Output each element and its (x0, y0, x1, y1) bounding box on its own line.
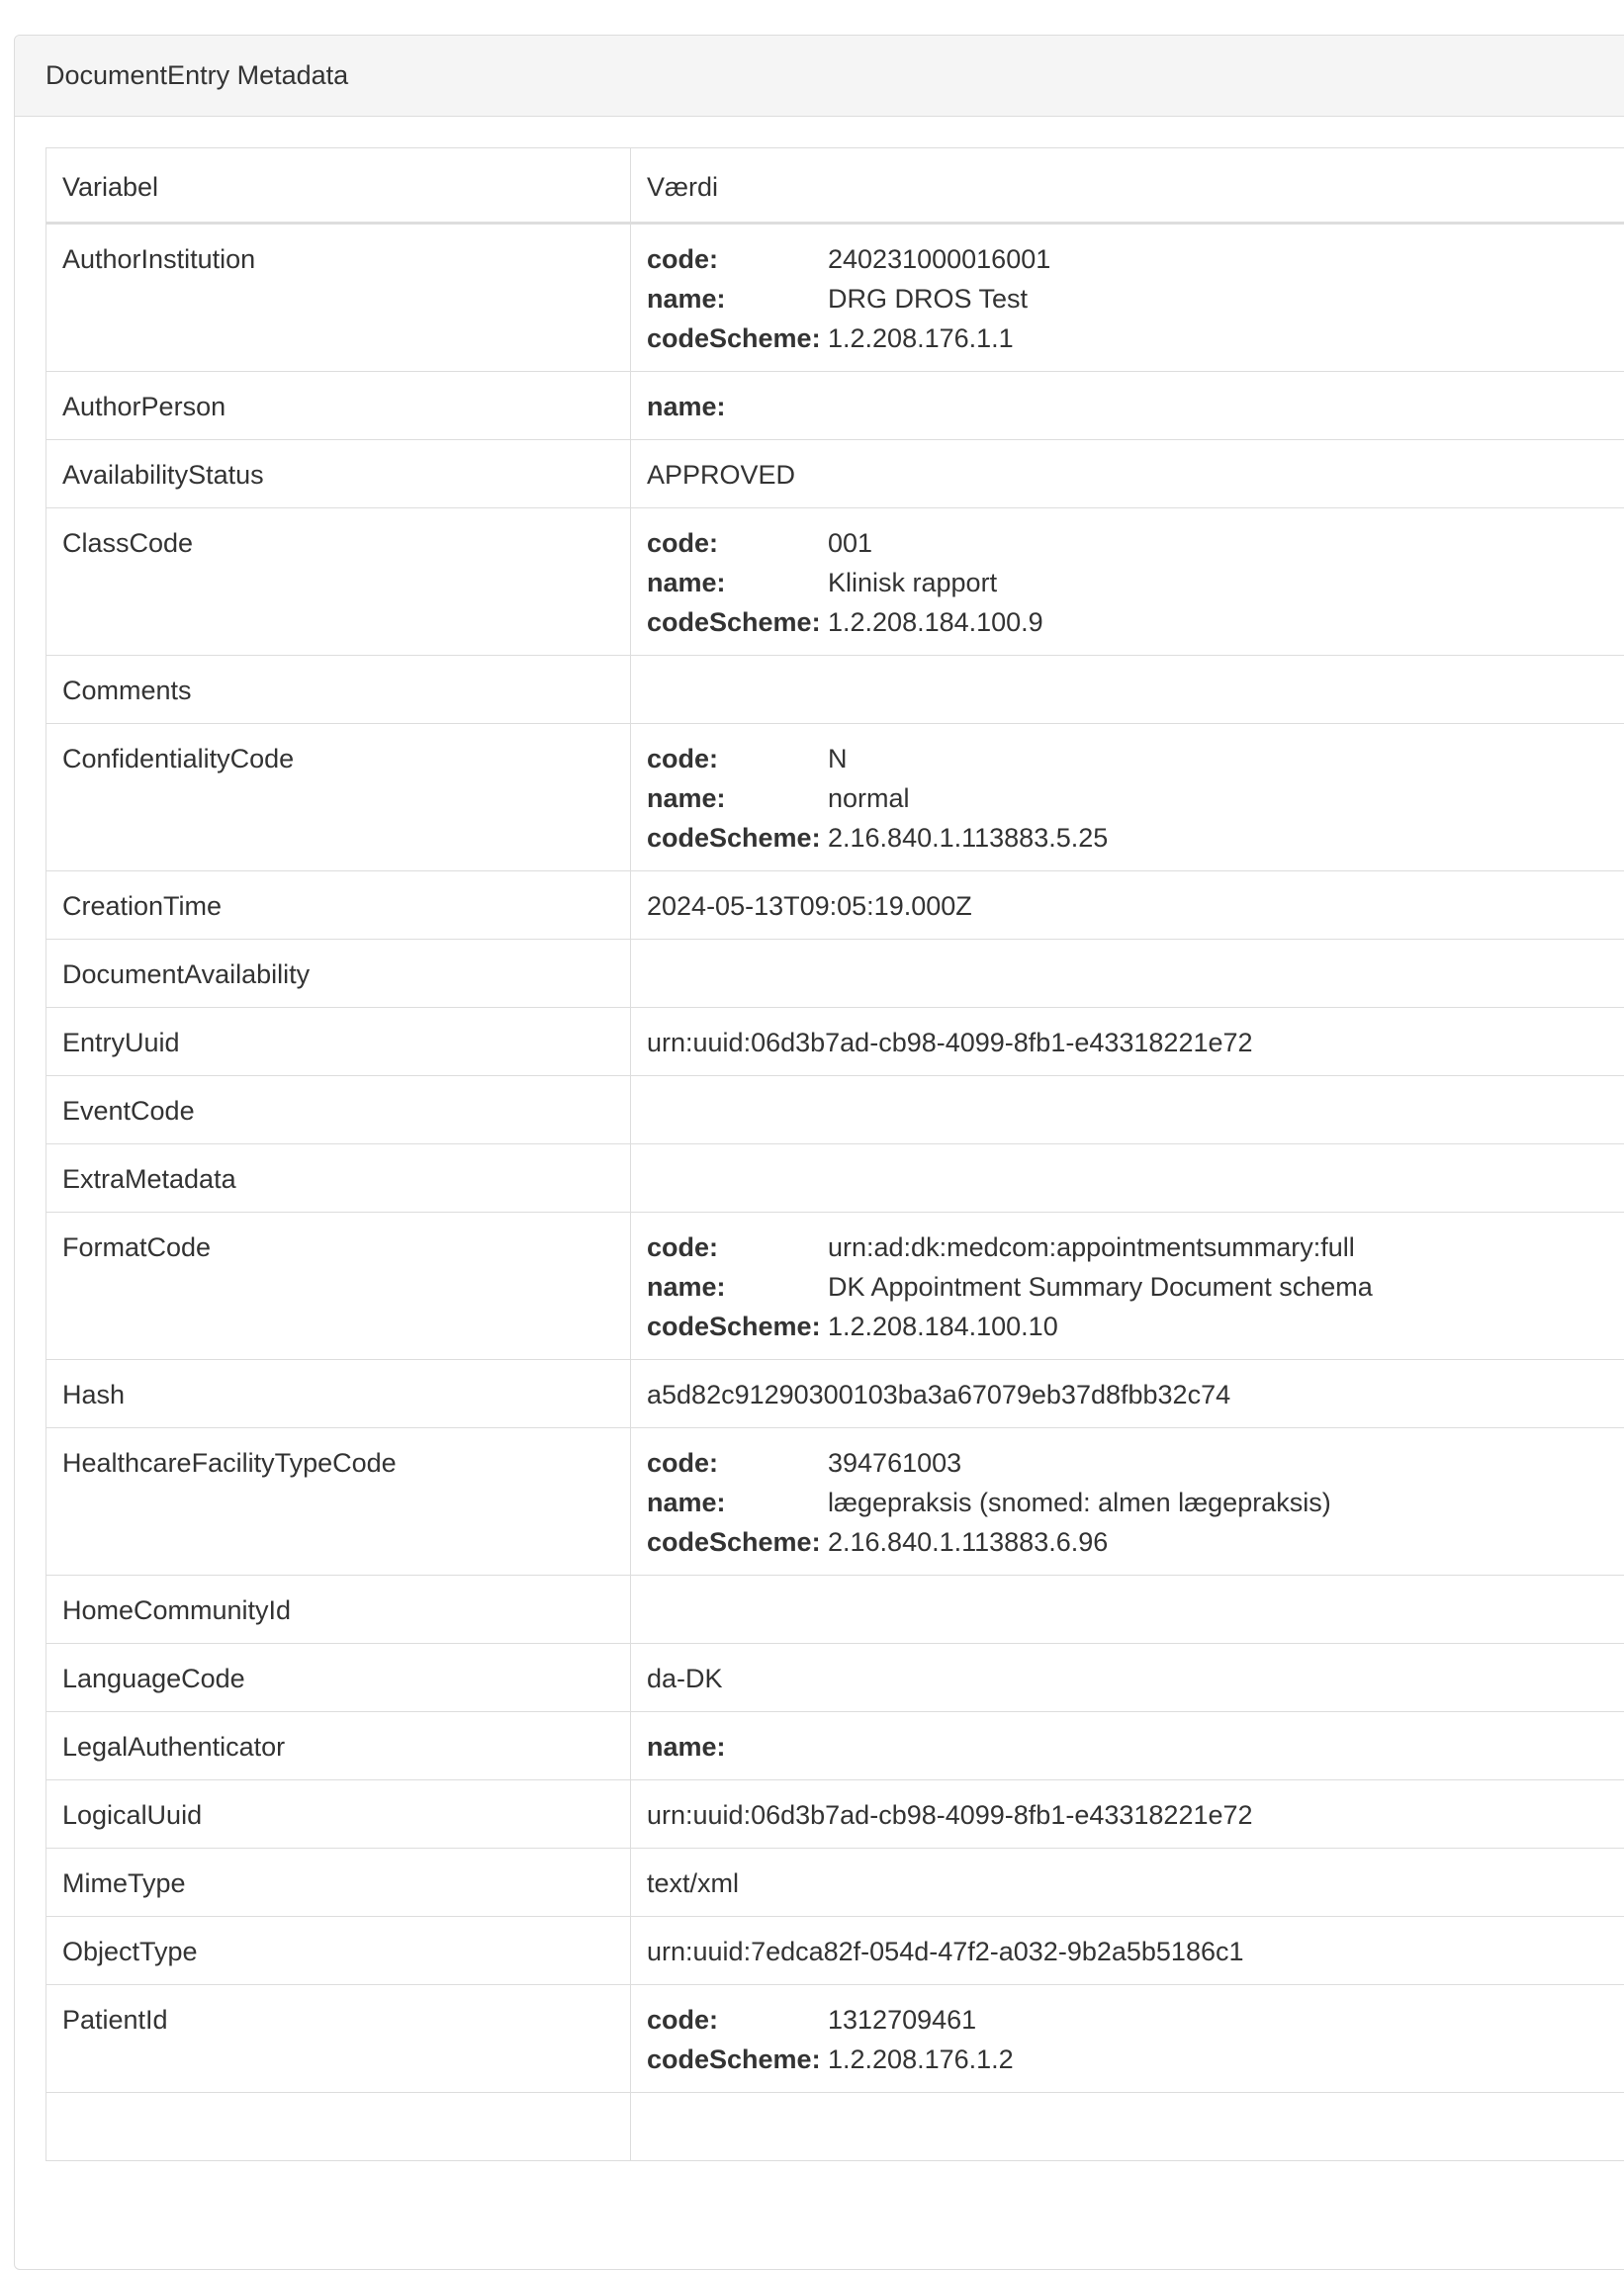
field-key: name: (647, 1483, 828, 1522)
plain-value (647, 1091, 1624, 1131)
field-key: codeScheme: (647, 602, 828, 642)
variable-name-cell: AuthorInstitution (46, 224, 631, 372)
variable-name-cell: ClassCode (46, 508, 631, 656)
plain-value: urn:uuid:7edca82f-054d-47f2-a032-9b2a5b5186c1 (647, 1937, 1244, 1966)
field-line (647, 1227, 1624, 1267)
field-line (647, 818, 1624, 858)
field-value: 1.2.208.184.100.9 (828, 602, 1043, 642)
value-cell (631, 1712, 1624, 1780)
table-row (46, 1360, 1624, 1428)
value-cell (631, 372, 1624, 440)
table-row (46, 1644, 1624, 1712)
table-row (46, 224, 1624, 372)
value-cell (631, 1917, 1624, 1985)
field-value: 2.16.840.1.113883.5.25 (828, 818, 1108, 858)
plain-value: 2024-05-13T09:05:19.000Z (647, 891, 972, 921)
table-row (46, 1985, 1624, 2093)
plain-value: a5d82c91290300103ba3a67079eb37d8fbb32c74 (647, 1380, 1230, 1409)
field-line (647, 239, 1624, 279)
field-key: codeScheme: (647, 1307, 828, 1346)
field-value: 1312709461 (828, 2000, 976, 2040)
variable-name-cell: FormatCode (46, 1213, 631, 1360)
field-key: name: (647, 279, 828, 318)
field-line (647, 1307, 1624, 1346)
field-value: 001 (828, 523, 872, 563)
field-line (647, 563, 1624, 602)
table-row (46, 871, 1624, 940)
field-key: name: (647, 563, 828, 602)
panel-body (45, 147, 1624, 2161)
variable-name-cell (46, 2093, 631, 2161)
field-key: name: (647, 778, 828, 818)
field-value: 240231000016001 (828, 239, 1050, 279)
field-value: normal (828, 778, 910, 818)
table-row (46, 2093, 1624, 2161)
variable-name-cell: ConfidentialityCode (46, 724, 631, 871)
variable-name-cell: HealthcareFacilityTypeCode (46, 1428, 631, 1576)
variable-name-cell: ObjectType (46, 1917, 631, 1985)
variable-name-cell: AvailabilityStatus (46, 440, 631, 508)
plain-value: urn:uuid:06d3b7ad-cb98-4099-8fb1-e43318221e72 (647, 1028, 1253, 1057)
table-row (46, 1144, 1624, 1213)
value-cell (631, 1576, 1624, 1644)
plain-value: text/xml (647, 1868, 739, 1898)
field-value: 1.2.208.176.1.1 (828, 318, 1014, 358)
table-row (46, 372, 1624, 440)
variable-name-cell: DocumentAvailability (46, 940, 631, 1008)
value-cell (631, 871, 1624, 940)
field-key: codeScheme: (647, 1522, 828, 1562)
value-cell (631, 1360, 1624, 1428)
variable-name-cell: LogicalUuid (46, 1780, 631, 1849)
value-cell (631, 1644, 1624, 1712)
field-line (647, 1443, 1624, 1483)
field-value: DRG DROS Test (828, 279, 1028, 318)
field-value: 2.16.840.1.113883.6.96 (828, 1522, 1108, 1562)
variable-name-cell: AuthorPerson (46, 372, 631, 440)
field-key: codeScheme: (647, 318, 828, 358)
variable-name-cell: PatientId (46, 1985, 631, 2093)
field-line (647, 1267, 1624, 1307)
field-value: DK Appointment Summary Document schema (828, 1267, 1373, 1307)
field-value: lægepraksis (snomed: almen lægepraksis) (828, 1483, 1331, 1522)
field-key: code: (647, 2000, 828, 2040)
table-row (46, 1849, 1624, 1917)
column-header-value: Værdi (631, 148, 1624, 224)
table-header-row (46, 148, 1624, 224)
field-value: 394761003 (828, 1443, 961, 1483)
table-row (46, 1712, 1624, 1780)
variable-name-cell: Hash (46, 1360, 631, 1428)
field-key: code: (647, 523, 828, 563)
value-cell (631, 1213, 1624, 1360)
field-line (647, 523, 1624, 563)
table-body (46, 224, 1624, 2161)
field-line (647, 739, 1624, 778)
field-line (647, 2040, 1624, 2079)
table-row (46, 1780, 1624, 1849)
value-cell (631, 224, 1624, 372)
field-key: codeScheme: (647, 818, 828, 858)
value-cell (631, 440, 1624, 508)
field-key: name: (647, 387, 828, 426)
variable-name-cell: EventCode (46, 1076, 631, 1144)
field-line (647, 778, 1624, 818)
field-key: name: (647, 1267, 828, 1307)
table-row (46, 1917, 1624, 1985)
variable-name-cell: LanguageCode (46, 1644, 631, 1712)
value-cell (631, 940, 1624, 1008)
table-row (46, 1576, 1624, 1644)
value-cell (631, 1008, 1624, 1076)
value-cell (631, 656, 1624, 724)
field-value: N (828, 739, 848, 778)
plain-value: da-DK (647, 1664, 723, 1693)
field-line (647, 602, 1624, 642)
value-cell (631, 2093, 1624, 2161)
variable-name-cell: CreationTime (46, 871, 631, 940)
field-key: name: (647, 1727, 828, 1767)
plain-value (647, 1159, 1624, 1199)
field-value: urn:ad:dk:medcom:appointmentsummary:full (828, 1227, 1355, 1267)
plain-value (647, 1590, 1624, 1630)
variable-name-cell: ExtraMetadata (46, 1144, 631, 1213)
table-row (46, 440, 1624, 508)
value-cell (631, 1076, 1624, 1144)
plain-value: APPROVED (647, 460, 795, 490)
value-cell (631, 1780, 1624, 1849)
value-cell (631, 1849, 1624, 1917)
table-row (46, 508, 1624, 656)
table-row (46, 1213, 1624, 1360)
column-header-variable: Variabel (46, 148, 631, 224)
plain-value (647, 2108, 1624, 2147)
variable-name-cell: HomeCommunityId (46, 1576, 631, 1644)
field-value: Klinisk rapport (828, 563, 997, 602)
table-row (46, 1008, 1624, 1076)
field-key: code: (647, 739, 828, 778)
panel-title: DocumentEntry Metadata (15, 36, 1624, 117)
field-line (647, 1483, 1624, 1522)
field-key: code: (647, 1443, 828, 1483)
metadata-table (45, 147, 1624, 2161)
field-value: 1.2.208.184.100.10 (828, 1307, 1058, 1346)
value-cell (631, 1144, 1624, 1213)
variable-name-cell: Comments (46, 656, 631, 724)
table-row (46, 940, 1624, 1008)
field-line (647, 279, 1624, 318)
field-key: code: (647, 1227, 828, 1267)
table-row (46, 724, 1624, 871)
table-row (46, 1076, 1624, 1144)
plain-value (647, 671, 1624, 710)
field-key: codeScheme: (647, 2040, 828, 2079)
field-line (647, 387, 1624, 426)
field-value: 1.2.208.176.1.2 (828, 2040, 1014, 2079)
table-row (46, 1428, 1624, 1576)
field-line (647, 1727, 1624, 1767)
metadata-panel (14, 35, 1624, 2270)
value-cell (631, 1985, 1624, 2093)
variable-name-cell: MimeType (46, 1849, 631, 1917)
variable-name-cell: LegalAuthenticator (46, 1712, 631, 1780)
value-cell (631, 1428, 1624, 1576)
field-key: code: (647, 239, 828, 279)
variable-name-cell: EntryUuid (46, 1008, 631, 1076)
value-cell (631, 508, 1624, 656)
table-row (46, 656, 1624, 724)
plain-value: urn:uuid:06d3b7ad-cb98-4099-8fb1-e43318221e72 (647, 1800, 1253, 1830)
plain-value (647, 954, 1624, 994)
value-cell (631, 724, 1624, 871)
field-line (647, 318, 1624, 358)
field-line (647, 1522, 1624, 1562)
field-line (647, 2000, 1624, 2040)
